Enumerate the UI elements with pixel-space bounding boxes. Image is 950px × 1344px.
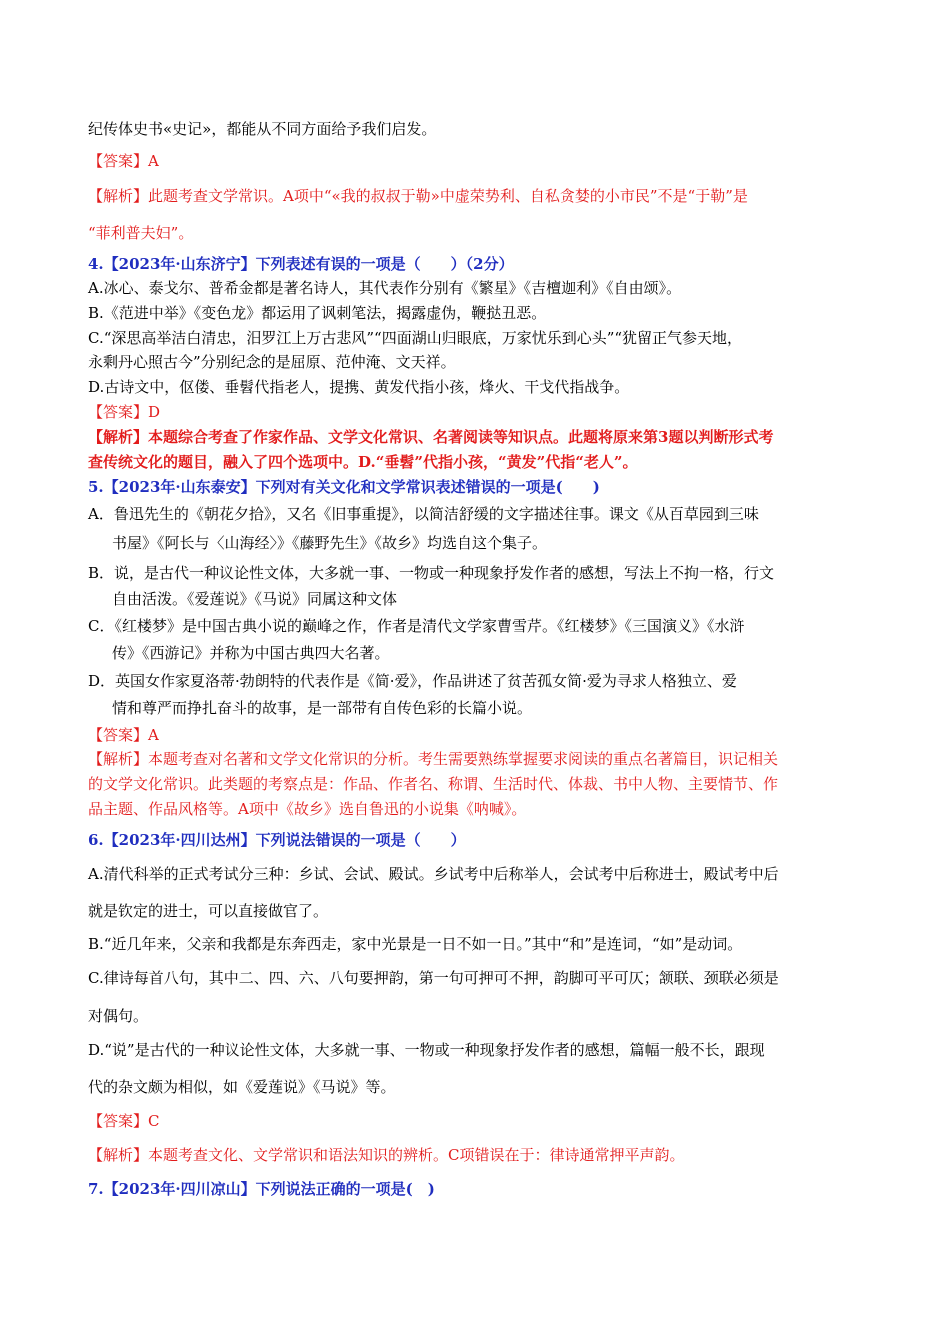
analysis-line: 查传统文化的题目，融入了四个选项中。D.“垂髫”代指小孩，“黄发”代指“老人”。 xyxy=(88,453,638,471)
answer-line: 【答案】A xyxy=(88,152,159,170)
question-5-heading: 5.【2023年·山东泰安】下列对有关文化和文学常识表述错误的一项是( ) xyxy=(88,478,600,496)
question-6-heading: 6.【2023年·四川达州】下列说法错误的一项是（ ） xyxy=(88,831,466,849)
question-7-heading: 7.【2023年·四川凉山】下列说法正确的一项是( ) xyxy=(88,1180,435,1198)
option-c-cont: 对偶句。 xyxy=(88,1007,149,1025)
option-a: A.清代科举的正式考试分三种：乡试、会试、殿试。乡试考中后称举人，会试考中后称进士，殿试考中后 xyxy=(88,865,779,883)
option-b: B.《范进中举》《变色龙》都运用了讽刺笔法，揭露虚伪，鞭挞丑恶。 xyxy=(88,304,547,322)
option-d-cont: 情和尊严而挣扎奋斗的故事，是一部带有自传色彩的长篇小说。 xyxy=(112,699,533,717)
option-a-cont: 书屋》《阿长与〈山海经〉》《藤野先生》《故乡》均选自这个集子。 xyxy=(112,534,548,552)
option-d: D.古诗文中，伛偻、垂髫代指老人，提携、黄发代指小孩，烽火、干戈代指战争。 xyxy=(88,378,630,396)
option-c-cont: 传》《西游记》并称为中国古典四大名著。 xyxy=(112,644,390,662)
analysis-line: “菲利普夫妇”。 xyxy=(88,224,194,242)
answer-line: 【答案】A xyxy=(88,726,159,744)
option-a: A．鲁迅先生的《朝花夕拾》，又名《旧事重提》，以简洁舒缓的文字描述往事。课文《从百草园到三味 xyxy=(88,505,759,523)
option-c-cont: 永剩丹心照古今”分别纪念的是屈原、范仲淹、文天祥。 xyxy=(88,353,456,371)
option-b-cont: 自由活泼。《爱莲说》《马说》同属这种文体 xyxy=(112,590,398,608)
analysis-line: 【解析】本题综合考查了作家作品、文学文化常识、名著阅读等知识点。此题将原来第3题以判断形式考 xyxy=(88,428,774,446)
analysis-line: 【解析】本题考查文化、文学常识和语法知识的辨析。C项错误在于：律诗通常押平声韵。 xyxy=(88,1146,685,1164)
option-c: C.律诗每首八句，其中二、四、六、八句要押韵，第一句可押可不押，韵脚可平可仄；颔联、颈联必须是 xyxy=(88,969,779,987)
option-d: D．英国女作家夏洛蒂·勃朗特的代表作是《简·爱》，作品讲述了贫苦孤女简·爱为寻求人格独立、爱 xyxy=(88,672,737,690)
option-a: A.冰心、泰戈尔、普希金都是著名诗人，其代表作分别有《繁星》《吉檀迦利》《自由颂》。 xyxy=(88,279,682,297)
analysis-line: 品主题、作品风格等。A项中《故乡》选自鲁迅的小说集《呐喊》。 xyxy=(88,800,527,818)
question-4-heading: 4.【2023年·山东济宁】下列表述有误的一项是（ ）（2分） xyxy=(88,255,514,273)
answer-line: 【答案】D xyxy=(88,403,161,421)
option-d-cont: 代的杂文颇为相似，如《爱莲说》《马说》等。 xyxy=(88,1078,396,1096)
analysis-line: 的文学文化常识。此类题的考察点是：作品、作者名、称谓、生活时代、体裁、书中人物、主要情节、作 xyxy=(88,775,779,793)
option-c: C．《红楼梦》是中国古典小说的巅峰之作，作者是清代文学家曹雪芹。《红楼梦》《三国演义》《水浒 xyxy=(88,617,745,635)
analysis-line: 【解析】本题考查对名著和文学文化常识的分析。考生需要熟练掌握要求阅读的重点名著篇目，识记相关 xyxy=(88,750,779,768)
analysis-line: 【解析】此题考查文学常识。A项中“«我的叔叔于勒»中虚荣势利、自私贪婪的小市民”不是“于勒”是 xyxy=(88,187,748,205)
option-d: D.“说”是古代的一种议论性文体，大多就一事、一物或一种现象抒发作者的感想，篇幅一般不长，跟现 xyxy=(88,1041,765,1059)
option-b: B.“近几年来，父亲和我都是东奔西走，家中光景是一日不如一日。”其中“和”是连词，“如”是动词。 xyxy=(88,935,743,953)
option-b: B．说，是古代一种议论性文体，大多就一事、一物或一种现象抒发作者的感想，写法上不拘一格，行文 xyxy=(88,564,775,582)
option-c: C.“深思高举洁白清忠，汨罗江上万古悲风”“四面湖山归眼底，万家忧乐到心头”“犹留正气参天地， xyxy=(88,329,743,347)
answer-line: 【答案】C xyxy=(88,1112,160,1130)
text-line: 纪传体史书«史记»，都能从不同方面给予我们启发。 xyxy=(88,120,437,138)
option-a-cont: 就是钦定的进士，可以直接做官了。 xyxy=(88,902,329,920)
